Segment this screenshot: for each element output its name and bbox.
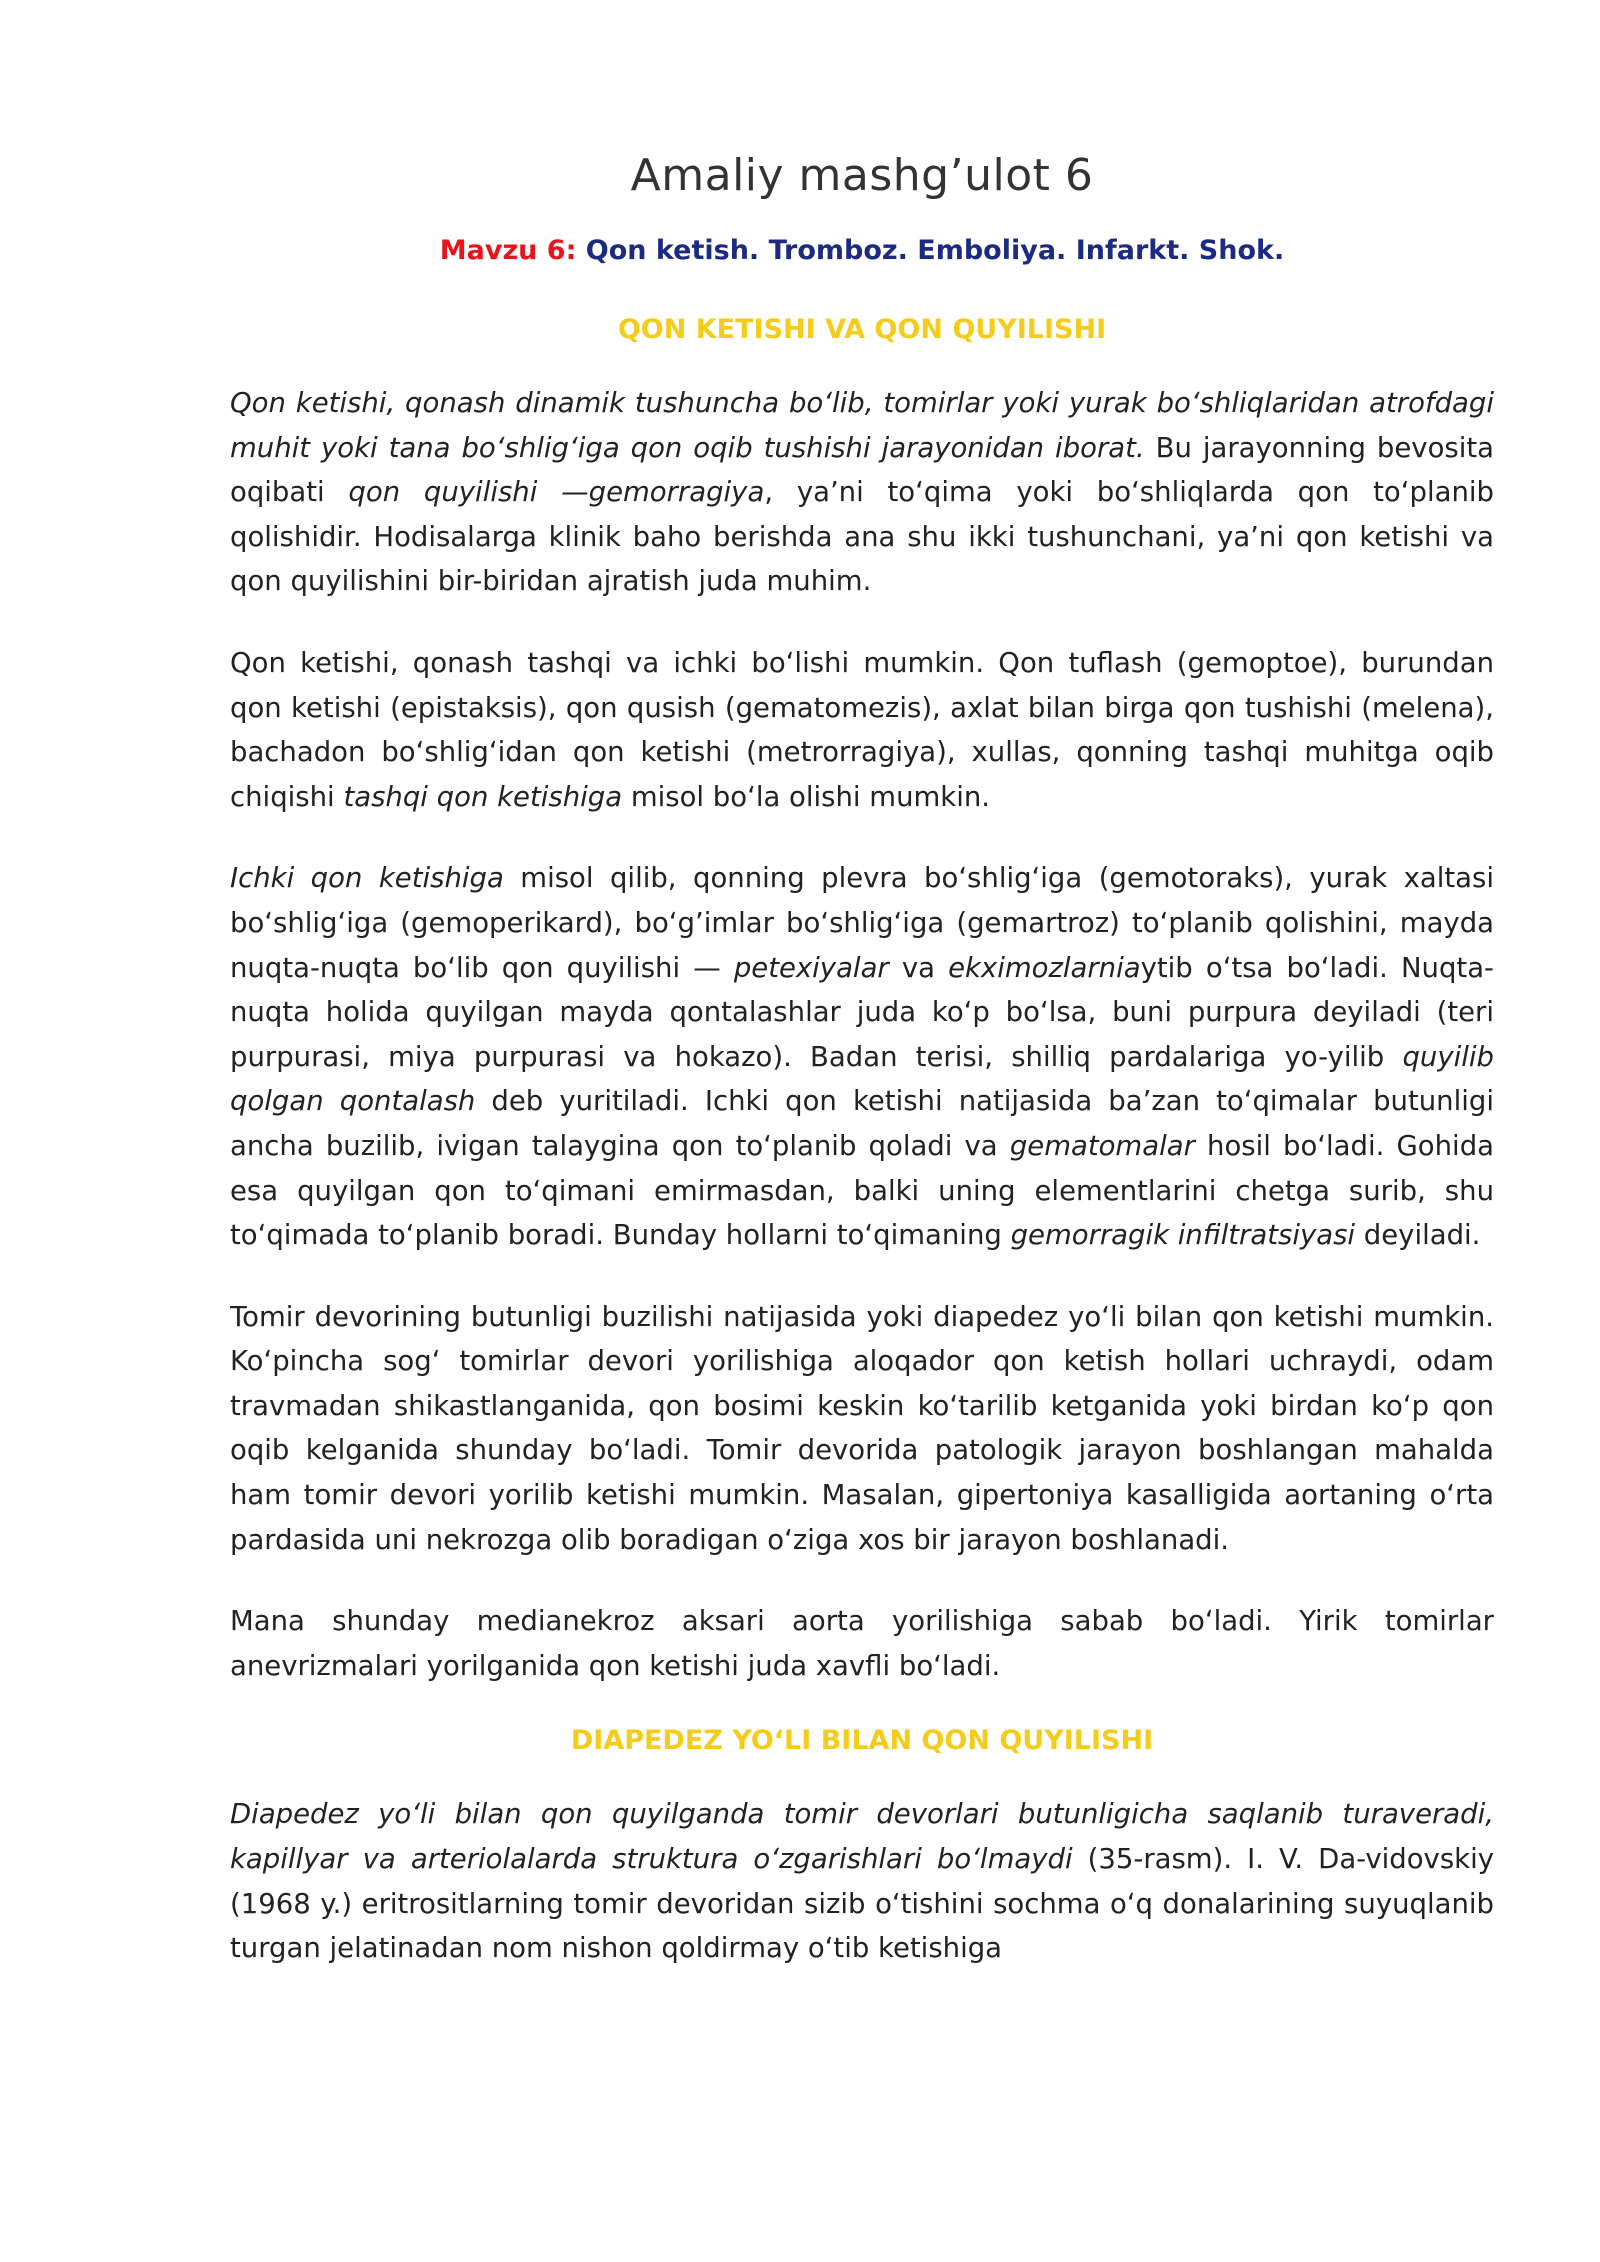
para-text: deyiladi. (1355, 1219, 1481, 1252)
paragraph-definition (230, 381, 1494, 604)
paragraph-vessel-wall: Tomir devorining butunligi buzilishi natijasida yoki diapedez yoʻli bilan qon ketishi mumkin. Koʻpincha sogʻ tomirlar devori yorilishiga aloqador qon ketish hollari uchraydi, odam travmadan shikastlanganida, qon bosimi keskin koʻtarilib ketganida yoki birdan koʻp qon oqib kelganida shunday boʻladi. Tomir devorida patologik jarayon boshlangan mahalda ham tomir devori yorilib ketishi mumkin. Masalan, gipertoniya kasalligida aortaning oʻrta pardasida uni nekrozga olib boradigan oʻziga xos bir jarayon boshlanadi. (230, 1300, 1494, 1556)
para-text-italic: petexiyalar (733, 951, 889, 984)
document-page (230, 150, 1494, 2008)
para-text: Qon ketishi, qonash tashqi va ichki boʻlishi mumkin. Qon tuflash (gemoptoe), burundan qon ketishi (epistaksis), qon qusish (gematomezis), axlat bilan birga qon tushishi (melena), bachadon boʻshligʻidan qon ketishi (metrorragiya), xullas, qonning tashqi muhitga oqib chiqishi (230, 646, 1494, 813)
para-text: , ya’ni toʻqima yoki boʻshliqlarda qon toʻplanib qolishidir. Hodisalarga klinik baho berishda ana shu ikki tushunchani, ya’ni qon ketishi va qon quyilishini bir-biridan ajratish juda muhim. (230, 476, 1494, 598)
para-text: deb yuritiladi. Ichki qon ketishi natijasida ba’zan toʻqimalar butunligi ancha buzilib, ivigan talaygina qon toʻplanib qoladi va (230, 1085, 1494, 1162)
para-text-italic: gemorragik infiltratsiyasi (1010, 1219, 1356, 1252)
para-text: (35-rasm). I. V. Da-vidovskiy (1968 y.) eritrositlarning tomir devoridan sizib oʻtishini sochma oʻq donalarining suyuqlanib turgan jelatinadan nom nishon qoldirmay oʻtib ketishiga (230, 1843, 1494, 1965)
para-text-italic: qon quyilishi —gemorragiya (348, 476, 765, 509)
paragraph-external-bleeding (230, 641, 1494, 819)
para-text: misol boʻla olishi mumkin. (622, 780, 991, 813)
para-text: Bu jarayonning bevosita oqibati (230, 431, 1494, 509)
para-text-italic: Qon ketishi, qonash dinamik tushuncha boʻlib, tomirlar yoki yurak boʻshliqlaridan atrofdagi muhit yoki tana boʻshligʻiga qon oqib tushishi jarayonidan iborat. (230, 387, 1494, 464)
para-text-italic: Ichki qon ketishiga (230, 862, 504, 895)
paragraph-internal-bleeding (230, 856, 1494, 1257)
paragraph-medianecrosis: Mana shunday medianekroz aksari aorta yorilishiga sabab boʻladi. Yirik tomirlar anevrizmalari yorilganida qon ketishi juda xavfli boʻladi. (230, 1605, 1494, 1682)
para-text: va (888, 951, 949, 984)
para-text-italic: Diapedez yoʻli bilan qon quyilganda tomir devorlari butunligicha saqlanib turaveradi, kapillyar va arteriolalarda struktura oʻzgarishlari boʻlmaydi (230, 1798, 1494, 1876)
para-text-italic: gematomalar (1009, 1129, 1195, 1162)
para-text-italic: tashqi qon ketishiga (343, 780, 623, 813)
para-text-italic: ekximozlarnia (948, 951, 1141, 984)
para-text: hosil boʻladi. Gohida esa quyilgan qon toʻqimani emirmasdan, balki uning elementlarini chetga surib, shu toʻqimada toʻplanib boradi. Bunday hollarni toʻqimaning (230, 1129, 1495, 1252)
topic-line (230, 235, 1494, 266)
topic-label: Mavzu 6: (439, 235, 577, 266)
section-heading-bleeding: QON KETISHI VA QON QUYILISHI (617, 314, 1107, 345)
para-text: ytib oʻtsa boʻladi. Nuqta-nuqta holida quyilgan mayda qontalashlar juda koʻp boʻlsa, buni purpura deyiladi (teri purpurasi, miya purpurasi va hokazo). Badan terisi, shilliq pardalariga yo-yilib (230, 951, 1494, 1073)
para-text-italic: quyilib qolgan qontalash (230, 1040, 1494, 1118)
para-text: misol qilib, qonning plevra boʻshligʻiga (gemotoraks), yurak xaltasi boʻshligʻiga (gemoperikard), boʻg’imlar boʻshligʻiga (gemartroz) toʻplanib qolishini, mayda nuqta-nuqta boʻlib qon quyilishi — (230, 862, 1494, 984)
page-title: Amaliy mashg’ulot 6 (630, 150, 1094, 201)
section-heading-diapedesis: DIAPEDEZ YOʻLI BILAN QON QUYILISHI (570, 1725, 1154, 1757)
paragraph-diapedesis (230, 1792, 1494, 1970)
topic-text: Qon ketish. Tromboz. Emboliya. Infarkt. Shok. (585, 235, 1285, 266)
